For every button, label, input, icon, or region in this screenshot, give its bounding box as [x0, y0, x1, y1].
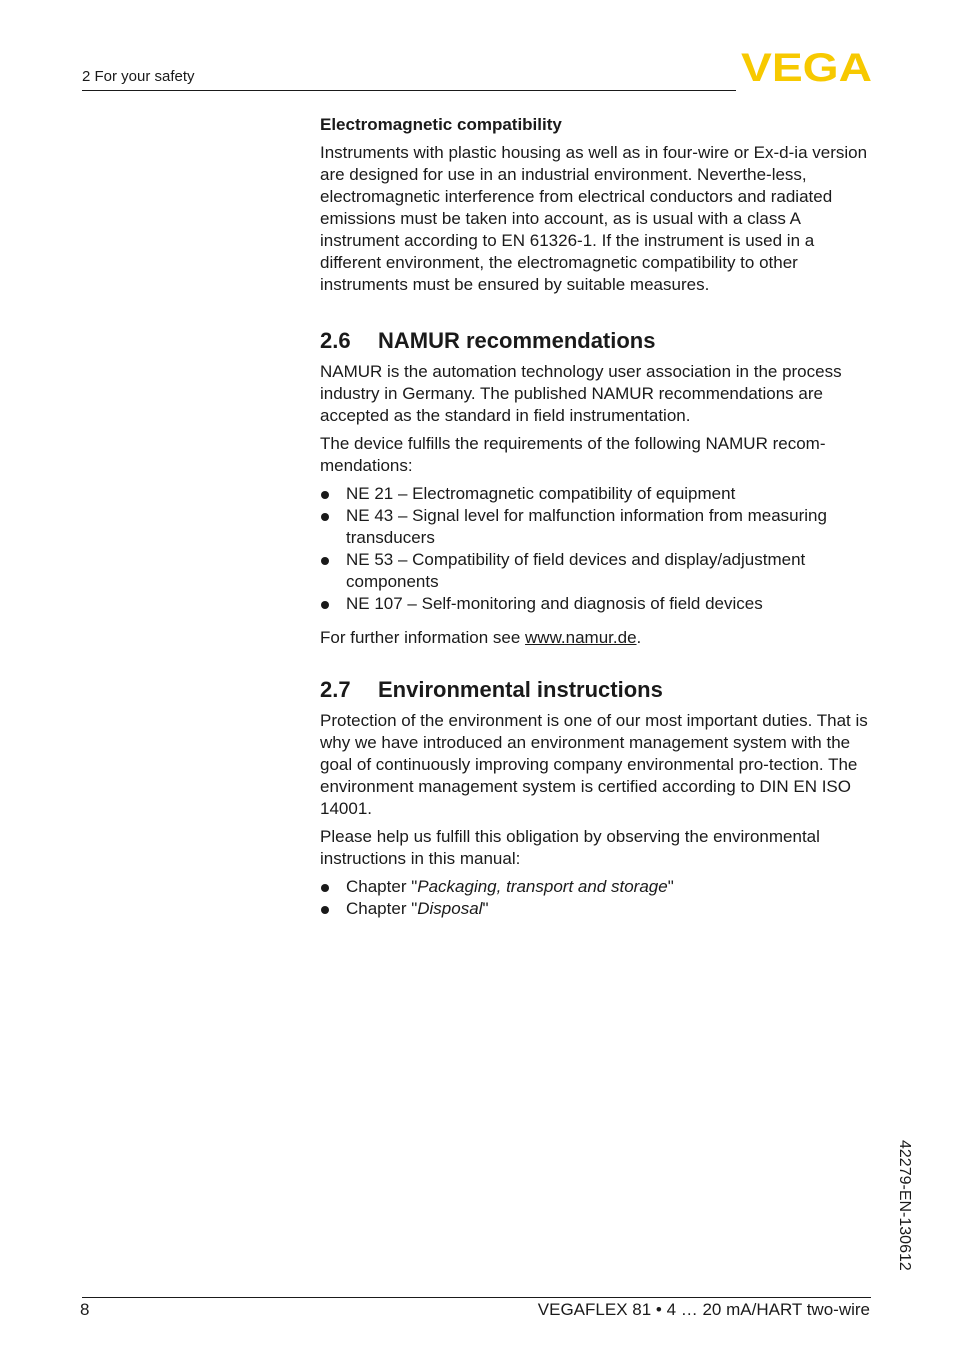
environment-paragraph: Protection of the environment is one of our most important duties. That is why we have introduced an environment management system with the goal of continuously improving company environmental pro-tection. The environment management system is certified according to DIN EN ISO 14001. [320, 711, 868, 818]
list-item [320, 876, 880, 898]
emc-heading: Electromagnetic compatibility [320, 115, 562, 134]
chapter-prefix: Chapter " [346, 899, 418, 918]
chapter-prefix: Chapter " [346, 877, 418, 896]
further-info-text: For further information see [320, 628, 526, 647]
list-item: NE 43 – Signal level for malfunction information from measuring transducers [320, 505, 880, 549]
list-item [320, 898, 880, 920]
further-info-suffix: . [636, 628, 642, 647]
section-title: Environmental instructions [378, 677, 663, 702]
namur-requirements-paragraph: The device fulfills the requirements of the following NAMUR recom-mendations: [320, 434, 826, 475]
section-number: 2.6 [320, 328, 351, 353]
vega-logo-text: VEGA [741, 50, 872, 84]
section-heading-environment [320, 676, 880, 704]
chapter-suffix: " [482, 899, 489, 918]
footer-rule [82, 1297, 871, 1298]
vega-logo [741, 50, 872, 84]
footer-title: VEGAFLEX 81 • 4 … 20 mA/HART two-wire [537, 1300, 870, 1319]
chapter-reference: Packaging, transport and storage [417, 877, 668, 896]
section-number: 2.7 [320, 677, 351, 702]
header-rule [82, 90, 736, 91]
page-number: 8 [80, 1300, 90, 1319]
emc-paragraph: Instruments with plastic housing as well as in four-wire or Ex-d-ia version are designed for use in an industrial environment. Neverthe-less, electromagnetic interference from electrical conductors and radiated emissions must be taken into account, as is usual with a class A instrument according to EN 61326-1. If the instrument is used in a different environment, the electromagnetic compatibility to other instruments must be ensured by suitable measures. [320, 143, 868, 294]
list-item: NE 107 – Self-monitoring and diagnosis of field devices [320, 593, 880, 615]
list-item: NE 21 – Electromagnetic compatibility of equipment [320, 483, 880, 505]
namur-list [320, 483, 880, 615]
document-number: 42279-EN-130612 [896, 1140, 913, 1271]
section-title: NAMUR recommendations [378, 328, 656, 353]
section-heading-namur [320, 327, 880, 355]
chapter-reference: Disposal [417, 899, 483, 918]
main-content [320, 114, 880, 932]
environment-list [320, 876, 880, 920]
further-info-paragraph [320, 627, 880, 649]
chapter-suffix: " [667, 877, 674, 896]
list-item: NE 53 – Compatibility of field devices and display/adjustment components [320, 549, 880, 593]
environment-obligation-paragraph: Please help us fulfill this obligation by observing the environmental instructions in this manual: [320, 827, 820, 868]
namur-link[interactable]: www.namur.de [525, 628, 637, 647]
namur-intro-paragraph: NAMUR is the automation technology user association in the process industry in Germany. The published NAMUR recommendations are accepted as the standard in field instrumentation. [320, 362, 842, 425]
running-header: 2 For your safety [82, 68, 195, 85]
